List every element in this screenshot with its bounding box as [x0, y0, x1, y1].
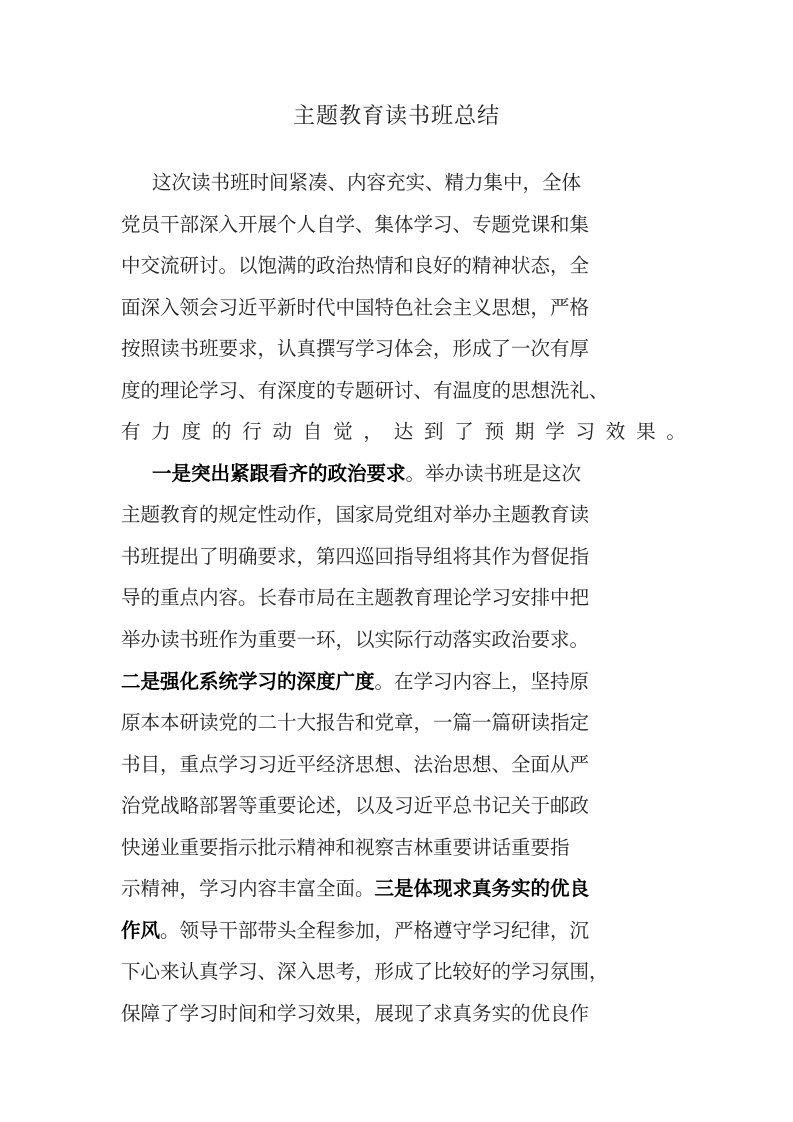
document-body	[121, 162, 697, 1034]
body-text: 主题教育的规定性动作，国家局党组对举办主题教育读	[121, 503, 590, 527]
body-text: 治党战略部署等重要论述，以及习近平总书记关于邮政	[121, 794, 590, 818]
text-line	[121, 951, 673, 993]
body-text: 导的重点内容。长春市局在主题教育理论学习安排中把	[121, 586, 590, 610]
text-line	[121, 619, 673, 661]
text-line	[121, 827, 673, 869]
bold-heading-text: 作风	[121, 918, 161, 942]
text-line	[121, 162, 673, 204]
body-text: 举办读书班作为重要一环，以实际行动落实政治要求。	[121, 628, 590, 652]
text-line	[121, 868, 673, 910]
body-text: 。举办读书班是这次	[405, 461, 582, 485]
body-text: 。在学习内容上，坚持原	[374, 669, 590, 693]
body-text: 按照读书班要求，认真撰写学习体会，形成了一次有厚	[121, 337, 590, 361]
body-text: 。领导干部带头全程参加，严格遵守学习纪律，沉	[160, 918, 590, 942]
body-text: 快递业重要指示批示精神和视察吉林重要讲话重要指	[121, 835, 570, 859]
text-line	[121, 453, 673, 495]
text-line	[121, 494, 673, 536]
text-line	[121, 661, 673, 703]
body-text: 面深入领会习近平新时代中国特色社会主义思想，严格	[121, 295, 590, 319]
text-line	[121, 328, 673, 370]
body-text: 书目，重点学习习近平经济思想、法治思想、全面从严	[121, 752, 590, 776]
paragraph	[121, 162, 697, 453]
body-text: 度的理论学习、有深度的专题研讨、有温度的思想洗礼、	[121, 378, 609, 402]
text-line	[121, 411, 697, 453]
body-text: 保障了学习时间和学习效果，展现了求真务实的优良作	[121, 1001, 590, 1025]
text-line	[121, 287, 673, 329]
text-line	[121, 204, 673, 246]
document-title: 主题教育读书班总结	[292, 104, 500, 129]
body-text: 示精神，学习内容丰富全面。	[121, 877, 375, 901]
text-line	[121, 245, 673, 287]
body-text: 这次读书班时间紧凑、内容充实、精力集中，全体	[152, 171, 582, 194]
text-line	[121, 536, 673, 578]
text-line	[121, 577, 673, 619]
body-text: 书班提出了明确要求，第四巡回指导组将其作为督促指	[121, 544, 590, 568]
text-line	[121, 370, 673, 412]
text-line	[121, 785, 673, 827]
bold-heading-text: 一是突出紧跟看齐的政治要求	[152, 461, 406, 485]
body-text: 中交流研讨。以饱满的政治热情和良好的精神状态，全	[121, 254, 590, 278]
text-line	[121, 910, 673, 952]
paragraph	[121, 453, 673, 1035]
body-text: 党员干部深入开展个人自学、集体学习、专题党课和集	[121, 212, 590, 236]
body-text: 原本本研读党的二十大报告和党章，一篇一篇研读指定	[121, 711, 590, 735]
text-line	[121, 993, 673, 1035]
text-line	[121, 702, 673, 744]
bold-heading-text: 三是体现求真务实的优良	[374, 877, 590, 901]
body-text: 有力度的行动自觉，达到了预期学习效果。	[121, 420, 697, 444]
body-text: 下心来认真学习、深入思考，形成了比较好的学习氛围，	[121, 960, 609, 984]
bold-heading-text: 二是强化系统学习的深度广度	[121, 669, 375, 693]
text-line	[121, 744, 673, 786]
